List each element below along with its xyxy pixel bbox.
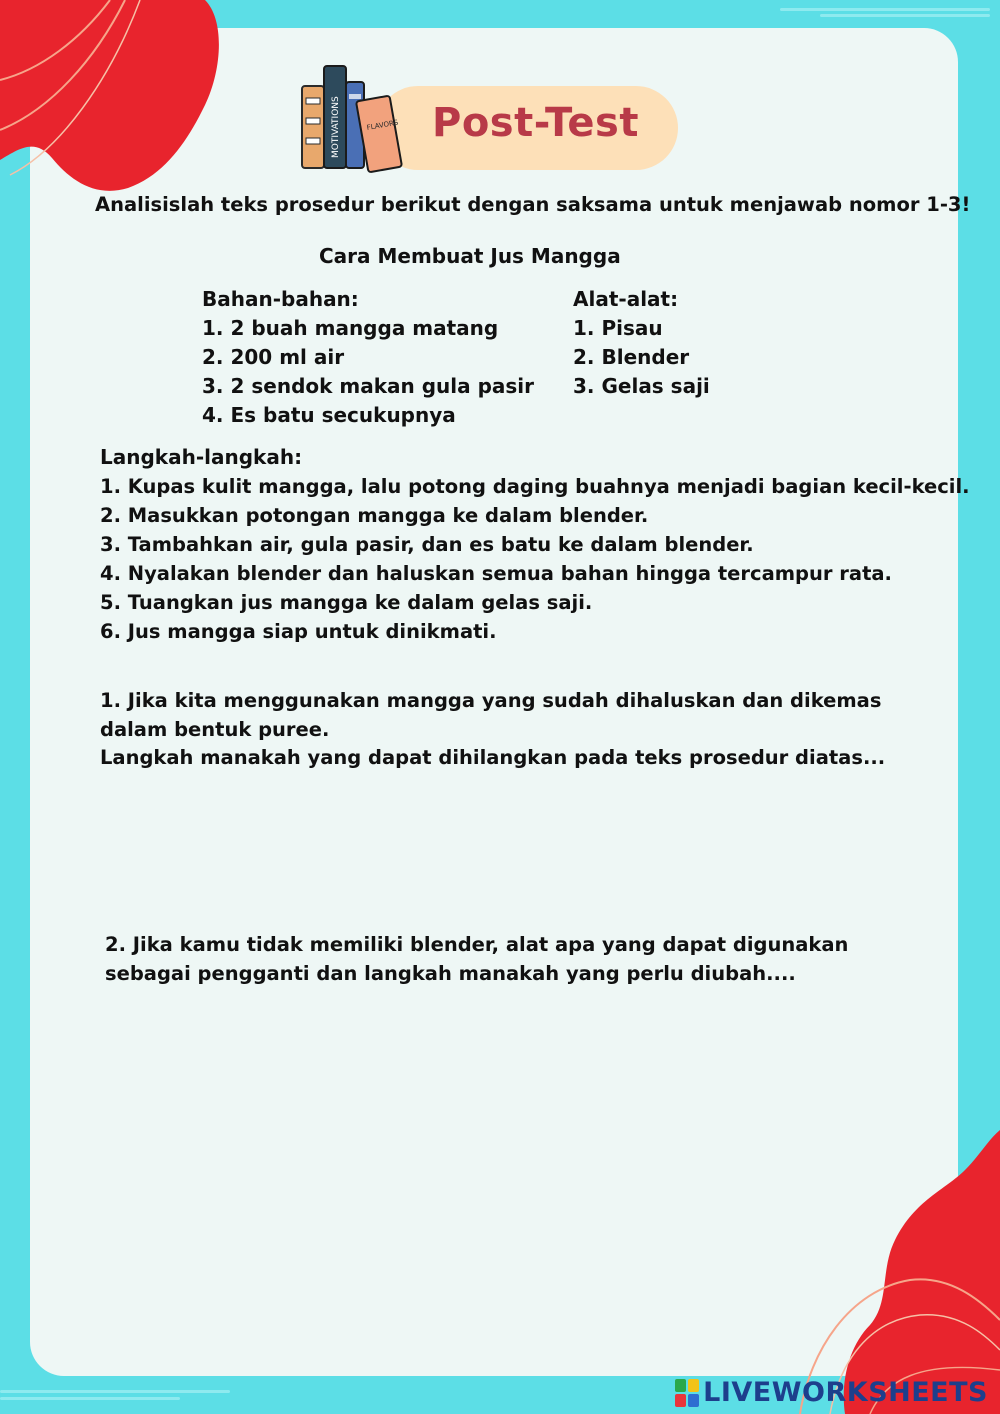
bottom-right-blob-decoration <box>770 1130 1000 1414</box>
list-item: 4. Nyalakan blender dan haluskan semua bahan hingga tercampur rata. <box>100 562 892 585</box>
list-item: 2. 200 ml air <box>202 345 345 369</box>
question-2-text: 2. Jika kamu tidak memiliki blender, alat apa yang dapat digunakan sebagai pengganti dan langkah manakah yang perlu diubah.... <box>105 933 849 985</box>
bg-stripe <box>0 1397 180 1400</box>
bg-stripe <box>820 14 990 17</box>
ingredients-heading: Bahan-bahan: <box>202 287 359 311</box>
liveworksheets-logo-icon <box>675 1379 699 1407</box>
list-item: 2. Blender <box>573 345 690 369</box>
list-item: 6. Jus mangga siap untuk dinikmati. <box>100 620 497 643</box>
list-item: 5. Tuangkan jus mangga ke dalam gelas saji. <box>100 591 593 614</box>
bg-stripe <box>780 8 990 11</box>
list-item: 3. 2 sendok makan gula pasir <box>202 374 535 398</box>
list-item: 1. 2 buah mangga matang <box>202 316 499 340</box>
top-left-blob-decoration <box>0 0 230 200</box>
question-1-text: 1. Jika kita menggunakan mangga yang sudah dihaluskan dan dikemas dalam bentuk puree. <box>100 689 882 741</box>
page-title: Post-Test <box>432 100 639 146</box>
list-item: 3. Gelas saji <box>573 374 710 398</box>
books-icon <box>296 58 406 174</box>
instruction-text: Analisislah teks prosedur berikut dengan saksama untuk menjawab nomor 1-3! <box>95 193 971 216</box>
watermark-text: LIVEWORKSHEETS <box>703 1377 988 1408</box>
tools-heading: Alat-alat: <box>573 287 679 311</box>
list-item: 2. Masukkan potongan mangga ke dalam blender. <box>100 504 649 527</box>
list-item: 4. Es batu secukupnya <box>202 403 456 427</box>
steps-list <box>100 443 970 646</box>
list-item: 1. Kupas kulit mangga, lalu potong daging buahnya menjadi bagian kecil-kecil. <box>100 475 970 498</box>
ingredients-list <box>202 285 534 430</box>
bg-stripe <box>0 1390 230 1393</box>
list-item: 1. Pisau <box>573 316 663 340</box>
question-1-subtext: Langkah manakah yang dapat dihilangkan pada teks prosedur diatas... <box>100 746 886 769</box>
list-item: 3. Tambahkan air, gula pasir, dan es batu ke dalam blender. <box>100 533 754 556</box>
tools-list <box>573 285 710 401</box>
liveworksheets-watermark <box>675 1377 988 1408</box>
svg-text:FLAVORS: FLAVORS <box>366 118 399 132</box>
svg-text:MOTIVATIONS: MOTIVATIONS <box>331 96 341 158</box>
steps-heading: Langkah-langkah: <box>100 445 303 469</box>
recipe-title: Cara Membuat Jus Mangga <box>319 244 621 268</box>
